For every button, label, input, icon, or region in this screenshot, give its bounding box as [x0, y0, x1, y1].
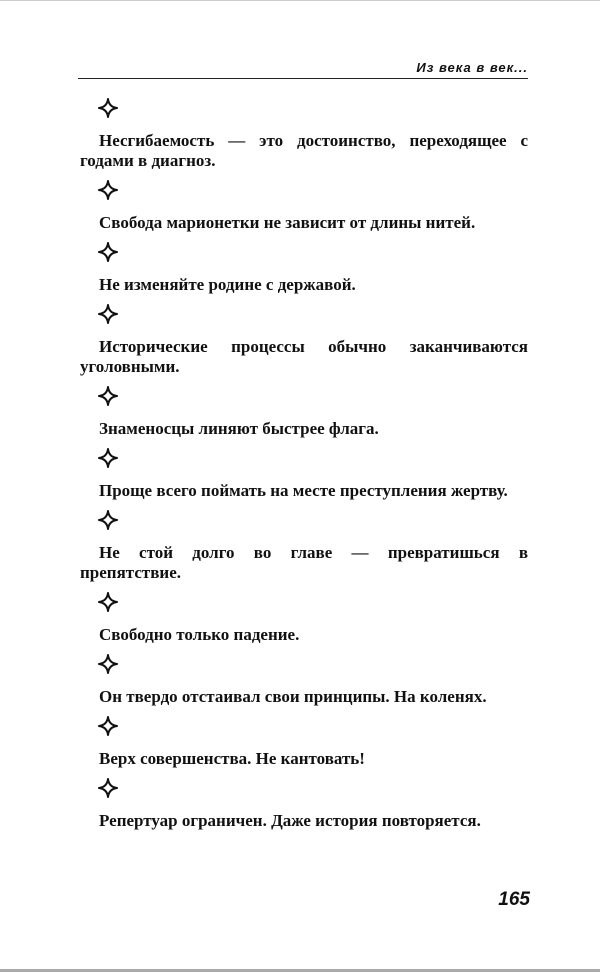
aphorism-text: Свобода марионетки не зависит от длины нитей. — [99, 213, 476, 232]
aphorism-text: Несгибаемость — это достоинство, переходящее с годами в диагноз. — [80, 131, 528, 170]
diamond-star-icon — [80, 510, 528, 530]
diamond-star-icon — [80, 448, 528, 468]
diamond-star-icon — [80, 654, 528, 674]
diamond-star-icon — [80, 386, 528, 406]
aphorism-text: Он твердо отстаивал свои принципы. На коленях. — [99, 687, 487, 706]
diamond-star-icon — [80, 98, 528, 118]
diamond-star-icon — [80, 592, 528, 612]
aphorism-text: Не стой долго во главе — превратишься в препятствие. — [80, 543, 528, 582]
aphorism-text: Не изменяйте родине с державой. — [99, 275, 356, 294]
header-rule — [78, 78, 528, 79]
diamond-star-icon — [80, 778, 528, 798]
aphorism-text: Верх совершенства. Не кантовать! — [99, 749, 365, 768]
aphorism-text: Свободно только падение. — [99, 625, 300, 644]
aphorism-text: Знаменосцы линяют быстрее флага. — [99, 419, 379, 438]
aphorism-list — [80, 98, 528, 840]
page-top-edge — [0, 0, 600, 1]
diamond-star-icon — [80, 180, 528, 200]
diamond-star-icon — [80, 716, 528, 736]
running-title: Из века в век... — [416, 60, 528, 75]
diamond-star-icon — [80, 242, 528, 262]
page-number: 165 — [498, 889, 530, 910]
aphorism-text: Проще всего поймать на месте преступления жертву. — [99, 481, 508, 500]
diamond-star-icon — [80, 304, 528, 324]
aphorism-text: Репертуар ограничен. Даже история повторяется. — [99, 811, 481, 830]
aphorism-text: Исторические процессы обычно заканчиваются уголовными. — [80, 337, 528, 376]
